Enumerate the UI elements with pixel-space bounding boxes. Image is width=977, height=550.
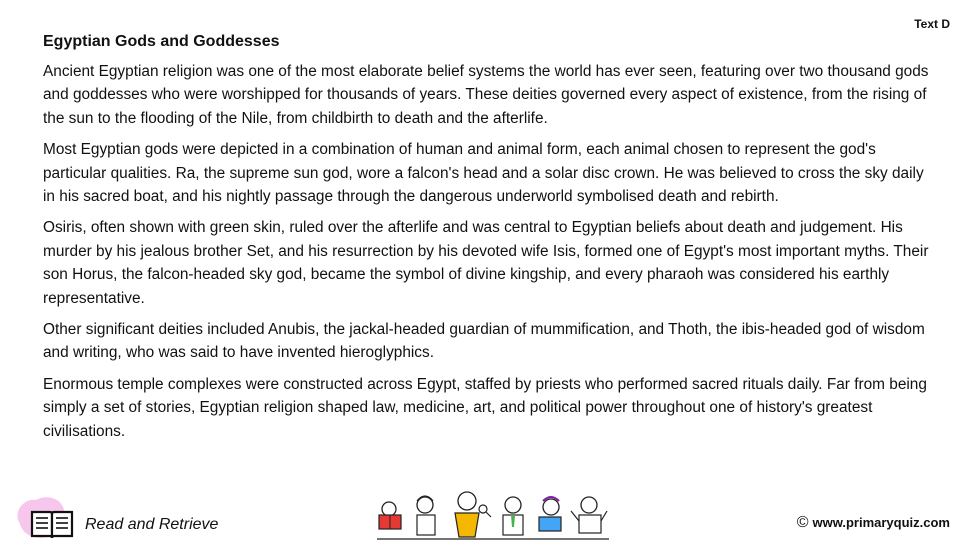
paragraph-5: Enormous temple complexes were constructed across Egypt, staffed by priests who performed sacred rituals daily. Far from being simply a set of stories, Egyptian religion shaped law, medicine, art, and political power throughout one of history's greatest civilisations. xyxy=(43,375,927,440)
page-title: Egyptian Gods and Goddesses xyxy=(43,33,280,50)
copyright-symbol: © xyxy=(796,514,809,531)
text-identifier: Text D xyxy=(914,17,950,31)
read-and-retrieve-label: Read and Retrieve xyxy=(85,516,219,533)
document-body xyxy=(43,32,935,451)
website-link[interactable]: www.primaryquiz.com xyxy=(812,515,950,530)
copyright-notice xyxy=(797,514,950,532)
children-reading-illustration xyxy=(375,487,611,545)
open-book-icon xyxy=(30,508,74,540)
footer-section-label xyxy=(12,494,252,544)
paragraph-3: Osiris, often shown with green skin, ruled over the afterlife and was central to Egyptian beliefs about death and judgement. His murder by his jealous brother Set, and his resurrection by his devoted wife Isis, formed one of Egypt's most important myths. Their son Horus, the falcon-headed sky god, became the symbol of divine kingship, and every pharaoh was considered his earthly representative. xyxy=(43,219,929,307)
paragraph-2: Most Egyptian gods were depicted in a combination of human and animal form, each animal chosen to represent the god's particular qualities. Ra, the supreme sun god, wore a falcon's head and a solar disc crown. He was believed to cross the sky daily in his sacred boat, and his nightly passage through the dangerous underworld symbolised death and rebirth. xyxy=(43,141,924,206)
paragraph-4: Other significant deities included Anubis, the jackal-headed guardian of mummification, and Thoth, the ibis-headed god of wisdom and writing, who was said to have invented hieroglyphics. xyxy=(43,321,925,362)
paragraph-1: Ancient Egyptian religion was one of the most elaborate belief systems the world has ever seen, featuring over two thousand gods and goddesses who were worshipped for thousands of years. These deities governed every aspect of existence, from the rising of the sun to the flooding of the Nile, from childbirth to death and the afterlife. xyxy=(43,63,929,127)
